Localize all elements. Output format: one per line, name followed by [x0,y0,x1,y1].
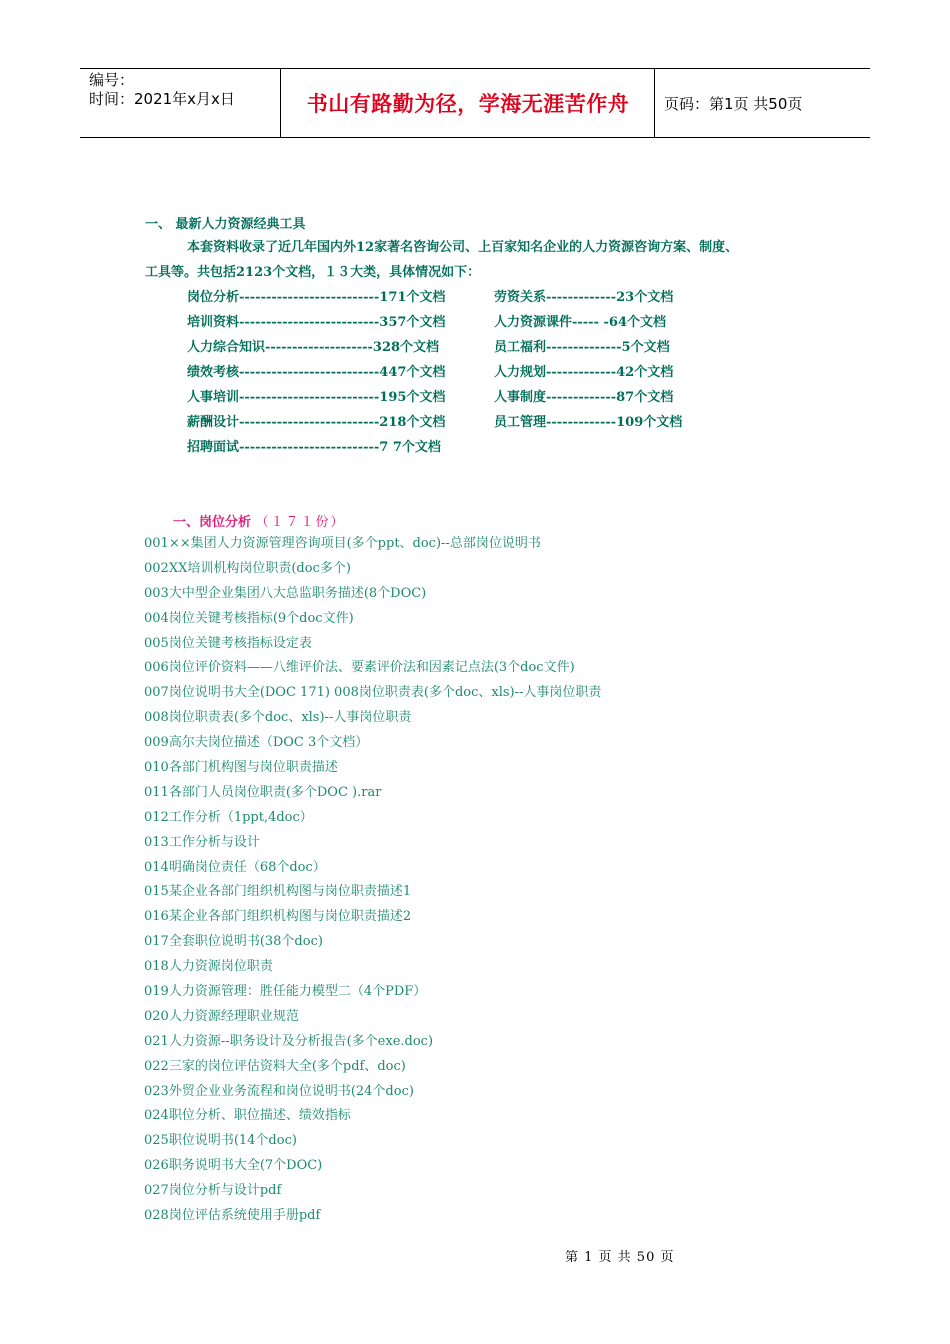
header-page-info: 页码：第1页 共50页 [664,94,803,113]
subsection-name: 一、岗位分析 [173,515,252,530]
section-title: 一、 最新人力资源经典工具 [145,217,306,232]
list-item: 017全套职位说明书(38个doc) [144,934,323,950]
list-item: 019人力资源管理：胜任能力模型二（4个PDF） [144,984,427,1000]
stat-right: 人事制度-------------87个文档 [494,390,674,405]
stat-left: 绩效考核--------------------------447个文档 [187,365,446,380]
list-item: 025职位说明书(14个doc) [144,1133,297,1149]
list-item: 020人力资源经理职业规范 [144,1008,299,1024]
header-meta [80,69,281,137]
subsection-title [173,511,346,530]
list-item: 022三家的岗位评估资料大全(多个pdf、doc) [144,1058,406,1074]
intro-line-1: 本套资料收录了近几年国内外12家著名咨询公司、上百家知名企业的人力资源咨询方案、制度、 [187,240,739,255]
list-item: 028岗位评估系统使用手册pdf [144,1208,321,1224]
stat-left: 人事培训--------------------------195个文档 [187,390,446,405]
stat-right: 员工福利--------------5个文档 [494,340,670,355]
list-item: 016某企业各部门组织机构图与岗位职责描述2 [144,909,412,925]
list-item: 009高尔夫岗位描述（DOC 3个文档） [144,735,369,751]
list-item: 026职务说明书大全(7个DOC) [144,1158,323,1174]
list-item: 002XX培训机构岗位职责(doc多个) [144,560,351,576]
list-item: 006岗位评价资料——八维评价法、要素评价法和因素记点法(3个doc文件) [144,660,575,676]
number-label: 编号： [89,71,135,89]
list-item: 023外贸企业业务流程和岗位说明书(24个doc) [144,1083,414,1099]
intro-line-2: 工具等。共包括2123个文档，１３大类，具体情况如下： [145,265,481,280]
list-item: 018人力资源岗位职责 [144,959,273,975]
list-item: 003大中型企业集团八大总监职务描述(8个DOC) [144,585,427,601]
subsection-count: （１７１份） [255,515,346,530]
stat-left: 招聘面试--------------------------7 7个文档 [187,440,441,455]
list-item: 001××集团人力资源管理咨询项目(多个ppt、doc)--总部岗位说明书 [144,536,541,551]
stat-left: 培训资料--------------------------357个文档 [187,315,446,330]
stat-left: 人力综合知识--------------------328个文档 [187,340,440,355]
list-item: 011各部门人员岗位职责(多个DOC ).rar [144,784,382,800]
list-item: 012工作分析（1ppt,4doc） [144,809,313,825]
stat-right: 人力规划-------------42个文档 [494,365,674,380]
list-item: 007岗位说明书大全(DOC 171) 008岗位职责表(多个doc、xls)--人事岗位职责 [144,685,602,701]
list-item: 013工作分析与设计 [144,834,260,850]
list-item: 024职位分析、职位描述、绩效指标 [144,1108,351,1124]
header-motto: 书山有路勤为径，学海无涯苦作舟 [282,69,655,137]
page-header [80,68,870,138]
time-label: 时间：2021年x月x日 [89,90,235,108]
list-item: 010各部门机构图与岗位职责描述 [144,760,338,776]
list-item: 021人力资源--职务设计及分析报告(多个exe.doc) [144,1033,434,1049]
list-item: 014明确岗位责任（68个doc） [144,859,326,875]
list-item: 027岗位分析与设计pdf [144,1183,282,1199]
stat-right: 员工管理-------------109个文档 [494,415,683,430]
page-footer: 第 1 页 共 50 页 [565,1250,675,1265]
list-item: 015某企业各部门组织机构图与岗位职责描述1 [144,884,412,900]
document-list [144,534,601,1231]
stat-left: 薪酬设计--------------------------218个文档 [187,415,446,430]
stat-right: 人力资源课件----- -64个文档 [494,315,666,330]
list-item: 008岗位职责表(多个doc、xls)--人事岗位职责 [144,710,412,726]
list-item: 004岗位关键考核指标(9个doc文件) [144,610,354,626]
stat-left: 岗位分析--------------------------171个文档 [187,290,446,305]
stat-right: 劳资关系-------------23个文档 [494,290,674,305]
list-item: 005岗位关键考核指标设定表 [144,635,312,651]
